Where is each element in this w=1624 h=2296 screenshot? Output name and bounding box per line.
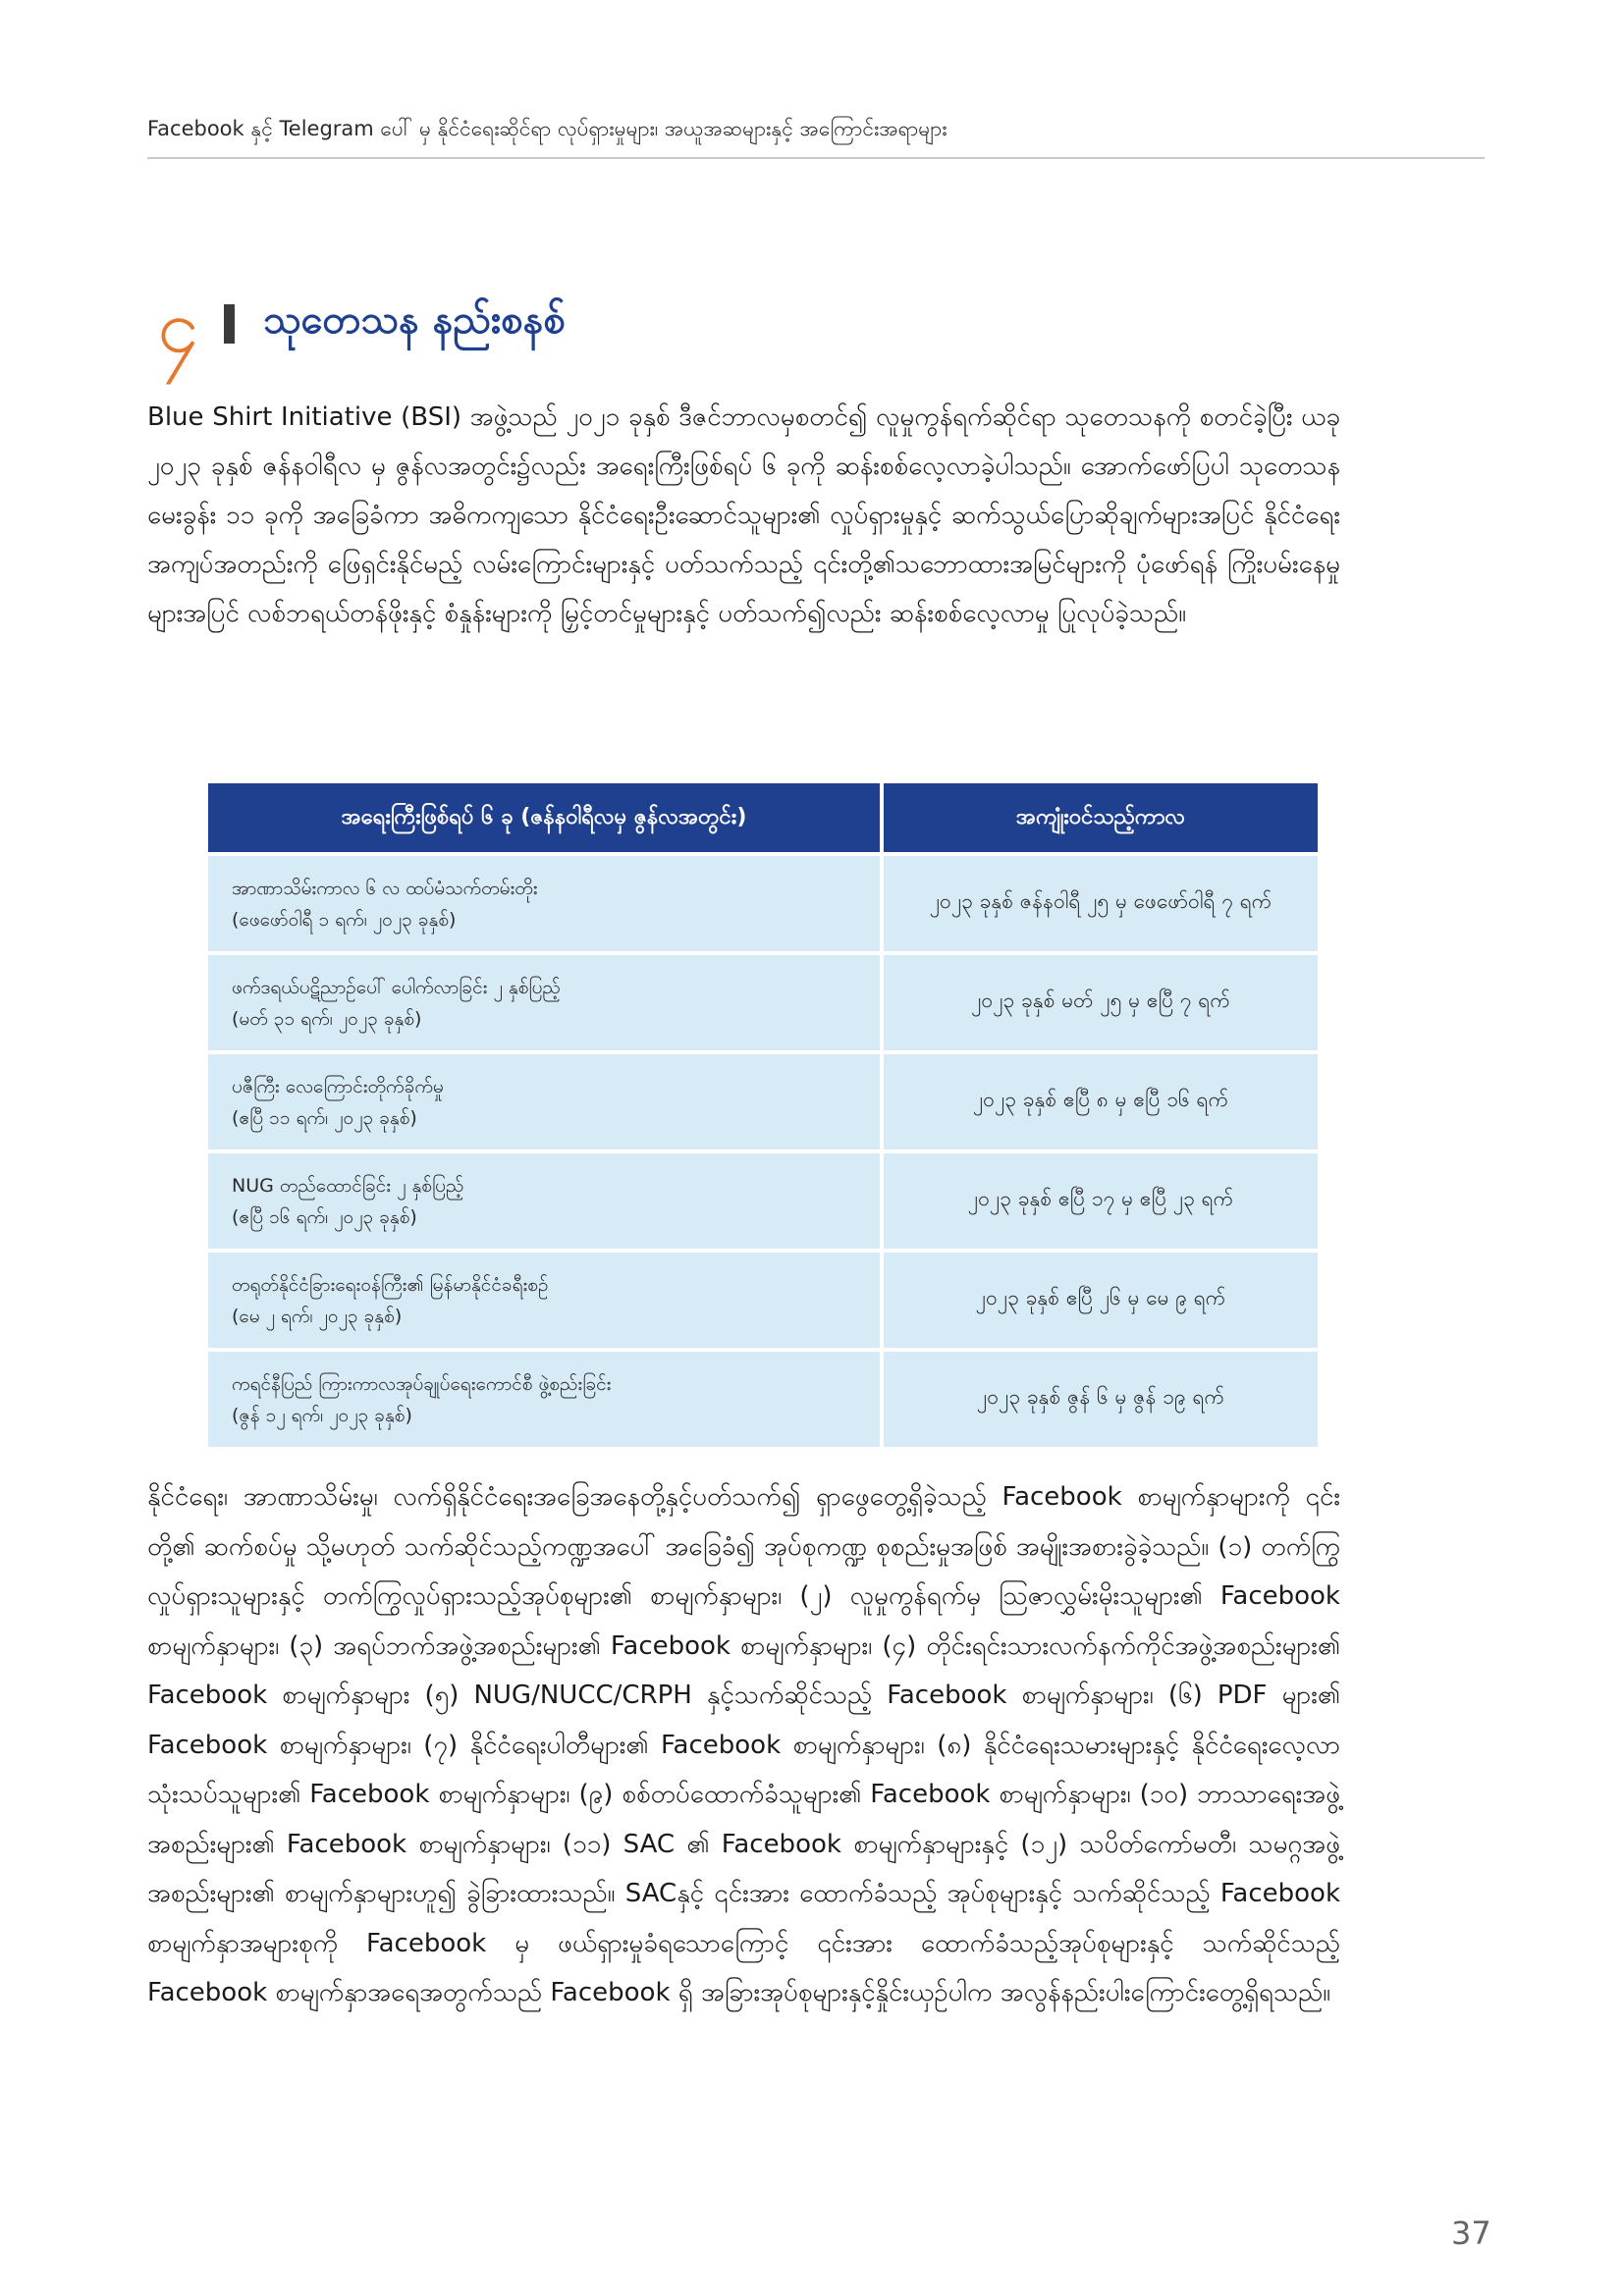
event-cell [208,856,880,951]
event-date: (မတ် ၃၁ ရက်၊ ၂၀၂၃ ခုနှစ်) [232,1007,422,1030]
section-title: သုတေသန နည်းစနစ် [263,297,566,343]
header-divider [147,157,1485,159]
event-name: ကရင်နီပြည် ကြားကာလအုပ်ချုပ်ရေးကောင်စီ ဖွဲ့စည်းခြင်း [232,1372,612,1395]
period-cell: ၂၀၂၃ ခုနှစ် မတ် ၂၅ မှ ဧပြီ ၇ ရက် [884,955,1318,1050]
table-row [208,856,1318,951]
event-name: အာဏာသိမ်းကာလ ၆ လ ထပ်မံသက်တမ်းတိုး [232,877,538,899]
running-header: Facebook နှင့် Telegram ပေါ် မှ နိုင်ငံရေးဆိုင်ရာ လုပ်ရှားမှုများ၊ အယူအဆများနှင့် အကြောင်းအရာများ [147,117,947,140]
table-row [208,1054,1318,1149]
period-cell: ၂၀၂၃ ခုနှစ် ဧပြီ ၈ မှ ဧပြီ ၁၆ ရက် [884,1054,1318,1149]
event-date: (ဖေဖော်ဝါရီ ၁ ရက်၊ ၂၀၂၃ ခုနှစ်) [232,908,457,931]
page-number: 37 [1451,2215,1491,2252]
events-table [204,779,1322,1451]
event-date: (ဧပြီ ၁၆ ရက်၊ ၂၀၂၃ ခုနှစ်) [232,1205,417,1228]
table-header-events: အရေးကြီးဖြစ်ရပ် ၆ ခု (ဇန်နဝါရီလမှ ဇွန်လအတွင်း) [208,783,880,852]
table-row [208,1153,1318,1249]
event-name: NUG တည်ထောင်ခြင်း ၂ နှစ်ပြည့် [232,1174,464,1197]
table-header-period: အကျုံးဝင်သည့်ကာလ [884,783,1318,852]
event-cell [208,1054,880,1149]
table-header-row [208,783,1318,852]
event-cell [208,1153,880,1249]
period-cell: ၂၀၂၃ ခုနှစ် ဇန်နဝါရီ ၂၅ မှ ဖေဖော်ဝါရီ ၇ ရက် [884,856,1318,951]
event-cell [208,1253,880,1348]
event-name: တရုတ်နိုင်ငံခြားရေးဝန်ကြီး၏ မြန်မာနိုင်ငံခရီးစဉ် [232,1273,549,1296]
body-paragraph: နိုင်ငံရေး၊ အာဏာသိမ်းမှု၊ လက်ရှိနိုင်ငံရေးအခြေအနေတို့နှင့်ပတ်သက်၍ ရှာဖွေတွေ့ရှိခဲ့သည့် Facebook စာမျက်နှာများကို ၎င်းတို့၏ ဆက်စပ်မှု သို့မဟုတ် သက်ဆိုင်သည့်ကဏ္ဍအပေါ် အခြေခံ၍ အုပ်စုကဏ္ဍ စုစည်းမှုအဖြစ် အမျိုးအစားခွဲခဲ့သည်။ (၁) တက်ကြွလှုပ်ရှားသူများနှင့် တက်ကြွလှုပ်ရှားသည့်အုပ်စုများ၏ စာမျက်နှာများ၊ (၂) လူမှုကွန်ရက်မှ ဩဇာလွှမ်းမိုးသူများ၏ Facebook စာမျက်နှာများ၊ (၃) အရပ်ဘက်အဖွဲ့အစည်းများ၏ Facebook စာမျက်နှာများ၊ (၄) တိုင်းရင်းသားလက်နက်ကိုင်အဖွဲ့အစည်းများ၏ Facebook စာမျက်နှာများ (၅) NUG/NUCC/CRPH နှင့်သက်ဆိုင်သည့် Facebook စာမျက်နှာများ၊ (၆) PDF များ၏ Facebook စာမျက်နှာများ၊ (၇) နိုင်ငံရေးပါတီများ၏ Facebook စာမျက်နှာများ၊ (၈) နိုင်ငံရေးသမားများနှင့် နိုင်ငံရေးလေ့လာသုံးသပ်သူများ၏ Facebook စာမျက်နှာများ၊ (၉) စစ်တပ်ထောက်ခံသူများ၏ Facebook စာမျက်နှာများ၊ (၁၀) ဘာသာရေးအဖွဲ့အစည်းများ၏ Facebook စာမျက်နှာများ၊ (၁၁) SAC ၏ Facebook စာမျက်နှာများနှင့် (၁၂) သပိတ်ကော်မတီ၊ သမဂ္ဂအဖွဲ့အစည်းများ၏ စာမျက်နှာများဟူ၍ ခွဲခြားထားသည်။ SACနှင့် ၎င်းအား ထောက်ခံသည့် အုပ်စုများနှင့် သက်ဆိုင်သည့် Facebook စာမျက်နှာအများစုကို Facebook မှ ဖယ်ရှားမှုခံရသောကြောင့် ၎င်းအား ထောက်ခံသည့်အုပ်စုများနှင့် သက်ဆိုင်သည့် Facebook စာမျက်နှာအရေအတွက်သည် Facebook ရှိ အခြားအုပ်စုများနှင့်နှိုင်းယှဉ်ပါက အလွန်နည်းပါးကြောင်းတွေ့ရှိရသည်။ [147,1482,1340,2007]
table-row [208,1352,1318,1447]
event-date: (ဇွန် ၁၂ ရက်၊ ၂၀၂၃ ခုနှစ်) [232,1404,412,1426]
event-cell [208,1352,880,1447]
event-date: (မေ ၂ ရက်၊ ၂၀၂၃ ခုနှစ်) [232,1305,403,1327]
event-date: (ဧပြီ ၁၁ ရက်၊ ၂၀၂၃ ခုနှစ်) [232,1106,417,1129]
period-cell: ၂၀၂၃ ခုနှစ် ဧပြီ ၂၆ မှ မေ ၉ ရက် [884,1253,1318,1348]
period-cell: ၂၀၂၃ ခုနှစ် ဧပြီ ၁၇ မှ ဧပြီ ၂၃ ရက် [884,1153,1318,1249]
table-row [208,1253,1318,1348]
event-cell [208,955,880,1050]
section-marker-bar [224,304,235,344]
section-number: ၄ [157,282,199,369]
intro-paragraph: Blue Shirt Initiative (BSI) အဖွဲ့သည် ၂၀၂၁ ခုနှစ် ဒီဇင်ဘာလမှစတင်၍ လူမှုကွန်ရက်ဆိုင်ရာ သုတေသနကို စတင်ခဲ့ပြီး ယခု ၂၀၂၃ ခုနှစ် ဇန်နဝါရီလ မှ ဇွန်လအတွင်း၌လည်း အရေးကြီးဖြစ်ရပ် ၆ ခုကို ဆန်းစစ်လေ့လာခဲ့ပါသည်။ အောက်ဖော်ပြပါ သုတေသနမေးခွန်း ၁၁ ခုကို အခြေခံကာ အဓိကကျသော နိုင်ငံရေးဦးဆောင်သူများ၏ လှုပ်ရှားမှုနှင့် ဆက်သွယ်ပြောဆိုချက်များအပြင် နိုင်ငံရေးအကျပ်အတည်းကို ဖြေရှင်းနိုင်မည့် လမ်းကြောင်းများနှင့် ပတ်သက်သည့် ၎င်းတို့၏သဘောထားအမြင်များကို ပုံဖော်ရန် ကြိုးပမ်းနေမှုများအပြင် လစ်ဘရယ်တန်ဖိုးနှင့် စံနှုန်းများကို မြှင့်တင်မှုများနှင့် ပတ်သက်၍လည်း ဆန်းစစ်လေ့လာမှု ပြုလုပ်ခဲ့သည်။ [147,402,1340,628]
event-name: ဖက်ဒရယ်ပဋိညာဉ်ပေါ် ပေါက်လာခြင်း ၂ နှစ်ပြည့် [232,976,561,998]
period-cell: ၂၀၂၃ ခုနှစ် ဇွန် ၆ မှ ဇွန် ၁၉ ရက် [884,1352,1318,1447]
event-name: ပဇီကြီး လေကြောင်းတိုက်ခိုက်မှု [232,1075,444,1097]
table-row [208,955,1318,1050]
